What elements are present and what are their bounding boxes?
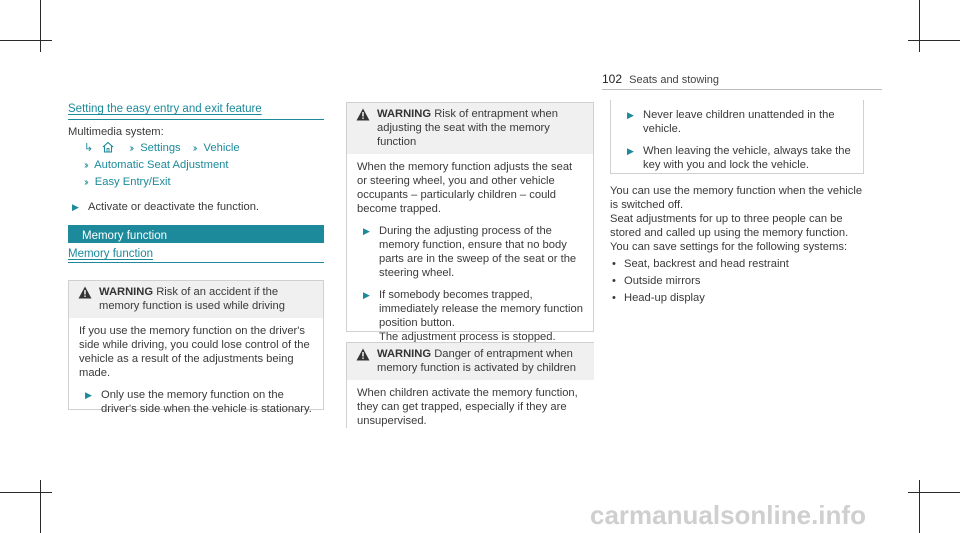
warning-step	[357, 288, 585, 344]
warning-head	[347, 103, 593, 154]
step-arrow-icon: ▶	[627, 146, 634, 156]
section-title: Setting the easy entry and exit feature	[68, 103, 262, 115]
warning-head	[347, 343, 594, 380]
step-arrow-icon: ▶	[85, 390, 92, 400]
warning-step	[357, 224, 585, 280]
warning-body	[347, 380, 594, 434]
crop-mark	[0, 492, 52, 493]
warning-text: When children activate the memory function, they can get trapped, especially if they are unsupervised.	[357, 387, 578, 427]
warning-box-3	[346, 342, 594, 428]
warning-triangle-icon	[78, 286, 92, 299]
step-arrow-icon: ▶	[72, 202, 79, 212]
chevron-right-icon: ››	[129, 143, 133, 154]
step-arrow-icon: ▶	[627, 110, 634, 120]
bullet-item	[610, 291, 868, 305]
bullet-text: Seat, backrest and head restraint	[624, 258, 789, 270]
bullet-item	[610, 274, 868, 288]
nav-line-2	[68, 158, 324, 175]
crop-mark	[40, 480, 41, 533]
watermark: carmanualsonline.info	[590, 500, 866, 530]
step-arrow-icon: ▶	[363, 290, 370, 300]
warning-box-1	[68, 280, 324, 415]
sub-rule	[68, 262, 324, 263]
bullet-icon: •	[612, 275, 616, 287]
warning-word: WARNING	[99, 286, 154, 298]
warning-body	[347, 154, 593, 350]
continued-step	[621, 108, 855, 136]
step-text: Activate or deactivate the function.	[88, 201, 260, 213]
warning-headline: Risk of an accident if the memory function is used while driving	[99, 286, 285, 312]
nav-vehicle: Vehicle	[203, 142, 240, 154]
body-text	[610, 184, 868, 305]
warning-word: WARNING	[377, 108, 432, 120]
continued-step	[621, 144, 855, 172]
section-bar	[68, 225, 324, 243]
step-result: The adjustment process is stopped.	[379, 331, 556, 343]
warning-triangle-icon	[356, 108, 370, 121]
paragraph: You can use the memory function when the vehicle is switched off.	[610, 185, 863, 211]
step-text: When leaving the vehicle, always take the key with you and lock the vehicle.	[643, 145, 851, 171]
step-text: If somebody becomes trapped, immediately release the memory function position button.	[379, 289, 583, 329]
bar-title: Memory function	[82, 230, 168, 242]
step-text: During the adjusting process of the memory function, ensure that no body parts are in the sweep of the seat or the steering wheel.	[379, 225, 577, 279]
crop-mark	[919, 480, 920, 533]
crop-mark	[40, 0, 41, 52]
page-number: 102	[602, 72, 623, 86]
multimedia-label: Multimedia system:	[68, 126, 164, 138]
continued-box	[610, 100, 864, 174]
nav-easy: Easy Entry/Exit	[94, 176, 171, 188]
header-rule	[602, 89, 882, 90]
warning-head	[69, 281, 323, 318]
warning-triangle-icon	[356, 348, 370, 361]
column-1	[68, 102, 324, 116]
warning-headline: Risk of entrapment when adjusting the seat with the memory function	[377, 108, 558, 148]
section-rule	[68, 119, 324, 120]
chevron-right-icon: ››	[84, 177, 87, 188]
crop-mark	[919, 0, 920, 52]
crop-mark	[908, 40, 960, 41]
warning-word: WARNING	[377, 348, 432, 360]
crop-mark	[908, 492, 960, 493]
warning-text: If you use the memory function on the driver's side while driving, you could lose control of the vehicle as a result of the adjustments being made.	[79, 325, 310, 379]
page-header	[602, 72, 719, 87]
return-arrow-icon: ↳	[84, 142, 94, 154]
paragraph: You can save settings for the following systems:	[610, 241, 848, 253]
warning-step	[79, 388, 315, 416]
sub-title: Memory function	[68, 248, 154, 260]
nav-path	[68, 125, 324, 214]
continued-body	[611, 108, 863, 178]
step-text: Never leave children unattended in the vehicle.	[643, 109, 835, 135]
home-icon	[102, 141, 114, 157]
bullet-text: Head-up display	[624, 292, 705, 304]
section-name: Seats and stowing	[629, 74, 720, 86]
bullet-text: Outside mirrors	[624, 275, 701, 287]
nav-line-1	[68, 141, 324, 158]
warning-text: When the memory function adjusts the seat or steering wheel, you and other vehicle occupants – particularly children – could become trapped.	[357, 161, 573, 215]
bullet-icon: •	[612, 292, 616, 304]
bullet-icon: •	[612, 258, 616, 270]
step-arrow-icon: ▶	[363, 226, 370, 236]
chevron-right-icon: ››	[84, 160, 87, 171]
step-text: Only use the memory function on the driver's side when the vehicle is stationary.	[101, 389, 312, 415]
warning-headline: Danger of entrapment when memory function is activated by children	[377, 348, 576, 374]
nav-automatic: Automatic Seat Adjustment	[94, 159, 229, 171]
crop-mark	[0, 40, 52, 41]
step-activate	[68, 200, 324, 214]
chevron-right-icon: ››	[192, 143, 196, 154]
warning-body	[69, 318, 323, 422]
paragraph: Seat adjustments for up to three people can be stored and called up using the memory function.	[610, 213, 849, 239]
nav-line-3	[68, 175, 324, 192]
nav-settings: Settings	[140, 142, 181, 154]
bullet-item	[610, 257, 868, 271]
warning-box-2	[346, 102, 594, 343]
